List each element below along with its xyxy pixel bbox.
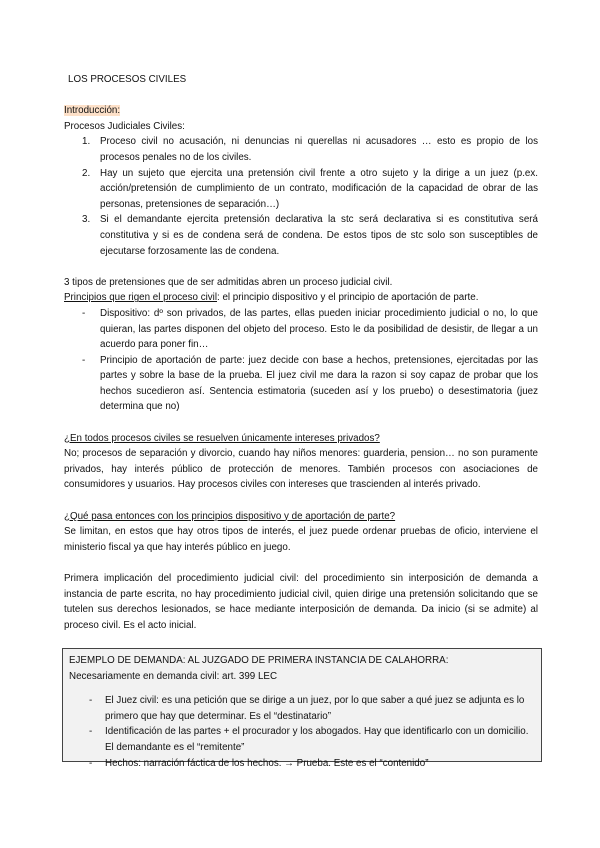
document-page [64,72,538,633]
list-marker: 2. [82,167,91,179]
principios-label: Principios que rigen el proceso civil [64,292,218,304]
list-item-text: Proceso civil no acusación, ni denuncias ni querellas ni acusadores … esto es propio de los procesos penales no de los civiles. [100,136,538,163]
list-marker: - [89,695,93,707]
example-list [69,693,535,771]
intro-heading [64,103,538,119]
question-2: ¿Qué pasa entonces con los principios dispositivo y de aportación de parte? [64,510,396,522]
list-item-text: Dispositivo: dº son privados, de las partes, ellas pueden iniciar procedimiento judicial o no, lo que quieran, las partes disponen del objeto del proceso. Esto le da posibilidad de desistir, de llegar a un acuerdo para poner fin… [100,307,538,351]
question-1: ¿En todos procesos civiles se resuelven únicamente intereses privados? [64,432,380,444]
list-item-text: Si el demandante ejercita pretensión declarativa la stc será declarativa si es constitutiva será constitutiva y si es de condena será de condena. De estos tipos de stc solo son susceptibles de ejecutarse forzosamente las de condena. [100,214,538,257]
list-item [69,724,535,755]
list-item [64,134,538,165]
example-box [62,648,542,769]
list-item [64,212,538,259]
list-item-text: El Juez civil: es una petición que se dirige a un juez, por lo que saber a qué juez se adjunta es lo primero que hay que determinar. Es el “destinatario” [105,695,525,722]
list-item [64,353,538,415]
answer-1: No; procesos de separación y divorcio, cuando hay niños menores: guarderia, pension… no son puramente privados, hay interés público de protección de menores. También procesos con asociaciones de consumidores y usuarios. Hay procesos civiles con intereses que trascienden al interés privado. [64,448,538,491]
primera-paragraph: Primera implicación del procedimiento judicial civil: del procedimiento sin interposición de demanda a instancia de parte escrita, no hay procedimiento judicial civil, quien dirige una pretensión solicitando que se tutelen sus derechos lesionados, se hace mediante interposición de demanda. Da inicio (si se admite) al proceso civil. Es el acto inicial. [64,573,538,631]
document-title: LOS PROCESOS CIVILES [68,74,187,85]
intro-subheading: Procesos Judiciales Civiles: [64,120,185,132]
list-item [64,166,538,213]
principios-list [64,306,538,415]
list-marker: - [82,354,86,366]
intro-list [64,134,538,259]
list-item-text: Hechos: narración fáctica de los hechos. → Prueba. Este es el “contenido” [105,757,429,769]
list-marker: 1. [82,136,91,148]
list-marker: - [89,726,93,738]
list-item-text: Hay un sujeto que ejercita una pretensión civil frente a otro sujeto y la dirige a un juez (p.ex. acción/pretensión de cumplimiento de un contrato, modificación de la capacidad de obrar de las personas, pretensiones de separación…) [100,167,538,210]
example-subheading: Necesariamente en demanda civil: art. 399 LEC [69,670,278,682]
principios-paragraph [64,290,538,306]
example-heading: EJEMPLO DE DEMANDA: AL JUZGADO DE PRIMERA INSTANCIA DE CALAHORRA: [69,655,449,666]
list-marker: - [89,757,93,769]
list-item-text: Principio de aportación de parte: juez decide con base a hechos, pretensiones, ejercitadas por las partes y sobre la base de la prueba. El juez civil me dara la razon si soy capaz de probar que los hechos sucedieron así. Sentencia estimatoria (suceden así y los pruebo) o desestimatoria (juez determina que no) [100,354,538,413]
intro-heading-text: Introducción: [64,105,121,117]
tipos-paragraph: 3 tipos de pretensiones que de ser admitidas abren un proceso judicial civil. [64,276,393,288]
list-marker: 3. [82,214,91,226]
principios-text: : el principio dispositivo y el principio de aportación de parte. [217,292,479,304]
list-marker: - [82,307,86,319]
list-item [64,306,538,353]
answer-2: Se limitan, en estos que hay otros tipos de interés, el juez puede ordenar pruebas de oficio, interviene el ministerio fiscal ya que hay interés público en juego. [64,526,538,553]
list-item-text: Identificación de las partes + el procurador y los abogados. Hay que identificarlo con un domicilio. El demandante es el “remitente” [105,726,529,753]
list-item [69,756,535,772]
list-item [69,693,535,724]
